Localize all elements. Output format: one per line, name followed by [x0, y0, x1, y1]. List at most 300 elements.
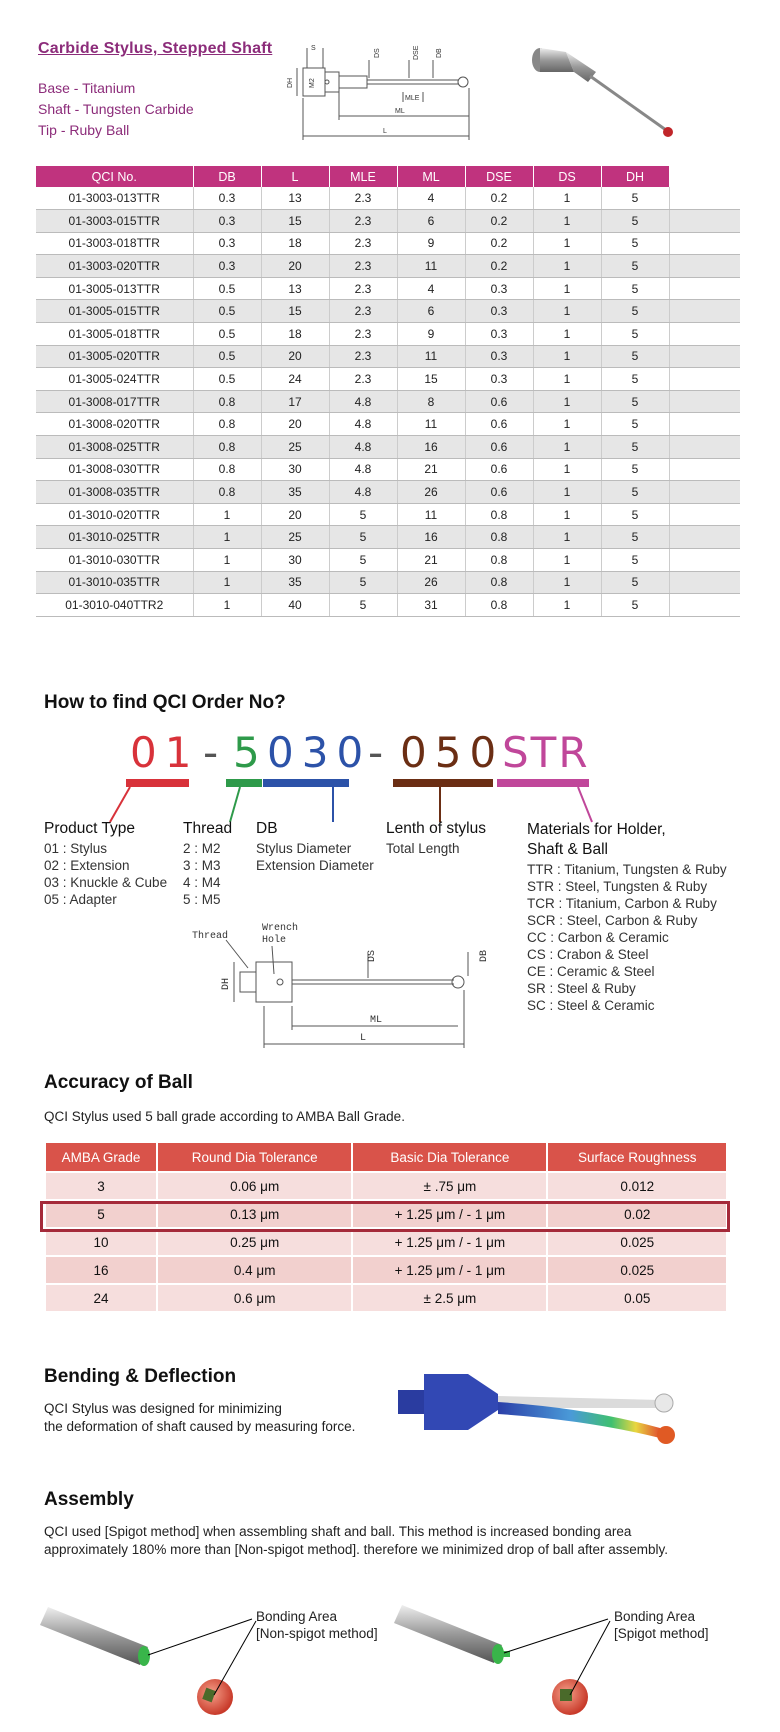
spec-cell-spacer: [669, 458, 740, 481]
spec-cell: 5: [601, 436, 669, 459]
spec-cell-spacer: [669, 187, 740, 210]
thread-item: 3 : M3: [183, 858, 221, 873]
spec-cell: 0.3: [465, 345, 533, 368]
spec-cell-spacer: [669, 300, 740, 323]
amba-cell: + 1.25 μm / - 1 μm: [353, 1257, 546, 1283]
spec-row: [36, 232, 740, 255]
spec-cell: 8: [397, 390, 465, 413]
spec-row: [36, 594, 740, 617]
materials-item: STR : Steel, Tungsten & Ruby: [527, 879, 708, 894]
drawing-label-ds: DS: [374, 48, 381, 58]
spec-cell: 20: [261, 255, 329, 278]
spec-cell: 5: [601, 571, 669, 594]
spec-cell-part-number: 01-3008-030TTR: [36, 458, 193, 481]
product-title: Carbide Stylus, Stepped Shaft: [38, 40, 273, 57]
spec-cell-spacer: [669, 345, 740, 368]
spec-cell: 5: [601, 210, 669, 233]
spec-cell-part-number: 01-3003-020TTR: [36, 255, 193, 278]
spec-cell: 4: [397, 277, 465, 300]
product-type-item: 05 : Adapter: [44, 892, 117, 907]
drawing2-label-ml: ML: [370, 1015, 383, 1026]
grade-highlight: [40, 1201, 730, 1232]
bending-line2: the deformation of shaft caused by measuring force.: [44, 1419, 356, 1434]
spec-cell: 15: [261, 210, 329, 233]
spec-row: [36, 458, 740, 481]
spec-cell: 13: [261, 277, 329, 300]
spec-cell: 16: [397, 436, 465, 459]
spec-cell: 1: [193, 571, 261, 594]
spec-cell: 17: [261, 390, 329, 413]
spec-cell: 5: [601, 413, 669, 436]
spec-cell: 20: [261, 413, 329, 436]
spec-cell: 5: [329, 571, 397, 594]
spec-cell-spacer: [669, 526, 740, 549]
spec-cell: 1: [533, 210, 601, 233]
spec-cell: 2.3: [329, 210, 397, 233]
spec-cell: 0.3: [193, 187, 261, 210]
length-title: Lenth of stylus: [386, 820, 486, 837]
code-sep-2: -: [368, 728, 392, 777]
spec-cell: 1: [193, 526, 261, 549]
spec-cell: 24: [261, 368, 329, 391]
assembly-line1: QCI used [Spigot method] when assembling shaft and ball. This method is increased bonding area: [44, 1524, 632, 1539]
spec-cell: 0.8: [193, 390, 261, 413]
spec-cell: 5: [329, 526, 397, 549]
spec-cell: 1: [533, 481, 601, 504]
amba-cell: ± 2.5 μm: [353, 1285, 546, 1311]
drawing-label-dh: DH: [287, 77, 294, 88]
spec-cell-part-number: 01-3005-020TTR: [36, 345, 193, 368]
spec-cell: 26: [397, 481, 465, 504]
spec-cell-part-number: 01-3008-035TTR: [36, 481, 193, 504]
spec-row: [36, 345, 740, 368]
spec-cell-part-number: 01-3003-013TTR: [36, 187, 193, 210]
amba-row: [46, 1285, 726, 1311]
amba-row: [46, 1173, 726, 1199]
spec-row: [36, 210, 740, 233]
spec-cell-part-number: 01-3010-020TTR: [36, 503, 193, 526]
spec-row: [36, 255, 740, 278]
spec-cell: 11: [397, 413, 465, 436]
spec-cell: 1: [193, 594, 261, 617]
spec-row: [36, 549, 740, 572]
spec-cell: 5: [601, 300, 669, 323]
drawing2-label-thread: Thread: [192, 931, 229, 942]
spec-cell: 1: [533, 300, 601, 323]
spec-cell-spacer: [669, 277, 740, 300]
spec-cell: 15: [261, 300, 329, 323]
spec-cell: 5: [601, 390, 669, 413]
spec-cell: 1: [533, 436, 601, 459]
spec-cell: 30: [261, 458, 329, 481]
spec-cell-part-number: 01-3010-030TTR: [36, 549, 193, 572]
materials-title-line2: Shaft & Ball: [527, 841, 608, 858]
spec-cell: 4: [397, 187, 465, 210]
bending-heading: Bending & Deflection: [44, 1366, 237, 1387]
materials-item: CE : Ceramic & Steel: [527, 964, 655, 979]
spec-row: [36, 368, 740, 391]
spec-cell-part-number: 01-3010-035TTR: [36, 571, 193, 594]
spec-cell-spacer: [669, 210, 740, 233]
spec-cell-spacer: [669, 413, 740, 436]
spec-cell: 0.3: [465, 323, 533, 346]
spec-cell: 5: [329, 594, 397, 617]
code-part-product: 01: [130, 728, 200, 777]
amba-cell: 0.012: [548, 1173, 726, 1199]
spec-cell-spacer: [669, 571, 740, 594]
spec-cell: 0.6: [465, 436, 533, 459]
thread-list: [183, 840, 221, 908]
spec-cell-spacer: [669, 368, 740, 391]
spec-cell: 20: [261, 503, 329, 526]
amba-row: [46, 1229, 726, 1255]
spec-cell: 0.5: [193, 300, 261, 323]
spec-col-header: L: [261, 166, 329, 187]
drawing2-label-l: L: [360, 1033, 367, 1044]
amba-cell: + 1.25 μm / - 1 μm: [353, 1201, 546, 1227]
spec-row: [36, 413, 740, 436]
db-item: Stylus Diameter: [256, 841, 352, 856]
code-part-length: 050: [400, 728, 505, 777]
spec-cell: 2.3: [329, 232, 397, 255]
order-dimension-drawing: [190, 918, 500, 1053]
drawing-label-s: S: [311, 45, 316, 52]
spec-cell: 0.5: [193, 345, 261, 368]
spigot-label-line1: Bonding Area: [614, 1609, 696, 1624]
spec-cell-part-number: 01-3003-018TTR: [36, 232, 193, 255]
spec-cell-part-number: 01-3008-025TTR: [36, 436, 193, 459]
spec-cell: 1: [533, 549, 601, 572]
assembly-line2: approximately 180% more than [Non-spigot method]. therefore we minimized drop of ball after assembly.: [44, 1542, 669, 1557]
db-title: DB: [256, 820, 278, 837]
spec-cell-part-number: 01-3005-018TTR: [36, 323, 193, 346]
thread-item: 5 : M5: [183, 892, 221, 907]
spec-cell: 1: [533, 277, 601, 300]
spec-cell: 0.3: [193, 232, 261, 255]
spec-col-header: ML: [397, 166, 465, 187]
drawing2-label-ds: DS: [367, 949, 378, 962]
spec-cell: 2.3: [329, 300, 397, 323]
spec-cell: 0.3: [193, 255, 261, 278]
spec-cell: 6: [397, 210, 465, 233]
drawing-label-mle: MLE: [405, 95, 420, 102]
amba-cell: 0.05: [548, 1285, 726, 1311]
nonspigot-label-line2: [Non-spigot method]: [256, 1626, 378, 1641]
spec-cell: 0.6: [465, 481, 533, 504]
spec-cell: 0.3: [193, 210, 261, 233]
spec-cell: 18: [261, 323, 329, 346]
spec-cell: 0.8: [465, 571, 533, 594]
spec-cell: 15: [397, 368, 465, 391]
amba-col-header: Round Dia Tolerance: [158, 1143, 351, 1171]
spec-cell: 25: [261, 526, 329, 549]
nonspigot-label-line1: Bonding Area: [256, 1609, 338, 1624]
amba-cell: 0.13 μm: [158, 1201, 351, 1227]
spec-cell-part-number: 01-3010-040TTR2: [36, 594, 193, 617]
spec-cell: 0.2: [465, 232, 533, 255]
spec-cell-part-number: 01-3010-025TTR: [36, 526, 193, 549]
spec-row: [36, 277, 740, 300]
spec-cell: 35: [261, 481, 329, 504]
product-type-item: 03 : Knuckle & Cube: [44, 875, 168, 890]
spec-row: [36, 436, 740, 459]
deflection-illustration: [398, 1358, 688, 1458]
spec-cell: 1: [533, 503, 601, 526]
spec-cell-part-number: 01-3005-015TTR: [36, 300, 193, 323]
amba-cell: + 1.25 μm / - 1 μm: [353, 1229, 546, 1255]
spec-cell: 0.5: [193, 277, 261, 300]
amba-cell: 3: [46, 1173, 156, 1199]
assembly-illustration: [40, 1585, 740, 1725]
spec-cell: 1: [193, 503, 261, 526]
bending-text: [44, 1400, 355, 1436]
spec-cell: 4.8: [329, 413, 397, 436]
spec-cell-spacer: [669, 503, 740, 526]
spec-cell: 6: [397, 300, 465, 323]
spec-cell: 1: [533, 413, 601, 436]
spec-cell: 1: [533, 368, 601, 391]
spec-cell: 5: [329, 549, 397, 572]
accuracy-intro: QCI Stylus used 5 ball grade according to AMBA Ball Grade.: [44, 1109, 405, 1124]
materials-item: SCR : Steel, Carbon & Ruby: [527, 913, 698, 928]
spec-cell: 4.8: [329, 481, 397, 504]
drawing-label-db: DB: [436, 48, 443, 58]
spec-cell: 1: [533, 323, 601, 346]
spec-cell: 5: [601, 277, 669, 300]
spec-cell: 5: [601, 368, 669, 391]
spec-table: [36, 166, 740, 617]
amba-cell: 0.06 μm: [158, 1173, 351, 1199]
amba-cell: 0.25 μm: [158, 1229, 351, 1255]
amba-table-body: [46, 1173, 726, 1311]
spec-cell: 0.2: [465, 187, 533, 210]
spec-cell: 0.8: [193, 458, 261, 481]
drawing2-label-dh: DH: [221, 977, 232, 990]
spec-cell: 1: [193, 549, 261, 572]
spec-cell: 0.8: [465, 594, 533, 617]
spec-row: [36, 526, 740, 549]
spec-cell: 21: [397, 458, 465, 481]
spec-cell: 5: [601, 594, 669, 617]
materials-item: SC : Steel & Ceramic: [527, 998, 655, 1013]
code-part-db: 030: [267, 728, 372, 777]
spec-cell: 31: [397, 594, 465, 617]
spigot-label-line2: [Spigot method]: [614, 1626, 709, 1641]
spec-cell-spacer: [669, 255, 740, 278]
spec-row: [36, 481, 740, 504]
amba-cell: 0.6 μm: [158, 1285, 351, 1311]
spec-cell: 1: [533, 594, 601, 617]
spec-cell: 13: [261, 187, 329, 210]
amba-cell: 0.025: [548, 1257, 726, 1283]
spec-cell: 1: [533, 345, 601, 368]
materials-item: CS : Crabon & Steel: [527, 947, 649, 962]
spec-cell: 5: [601, 232, 669, 255]
spec-col-header: DSE: [465, 166, 533, 187]
spec-row: [36, 300, 740, 323]
amba-col-header: Surface Roughness: [548, 1143, 726, 1171]
amba-cell: 10: [46, 1229, 156, 1255]
code-sep-1: -: [203, 728, 227, 777]
spec-cell: 1: [533, 255, 601, 278]
spec-cell: 1: [533, 458, 601, 481]
spec-cell-spacer: [669, 481, 740, 504]
spec-cell: 4.8: [329, 390, 397, 413]
spec-cell: 5: [329, 503, 397, 526]
product-type-list: [44, 840, 167, 908]
spec-cell: 5: [601, 187, 669, 210]
spec-cell-part-number: 01-3005-013TTR: [36, 277, 193, 300]
spec-cell: 30: [261, 549, 329, 572]
spec-cell: 0.2: [465, 255, 533, 278]
materials-title: [527, 820, 666, 860]
spec-cell: 0.5: [193, 323, 261, 346]
spec-cell: 4.8: [329, 458, 397, 481]
spec-cell: 0.6: [465, 390, 533, 413]
spec-cell-spacer: [669, 594, 740, 617]
nonspigot-label: [256, 1608, 378, 1642]
spec-cell: 11: [397, 503, 465, 526]
spec-cell: 26: [397, 571, 465, 594]
materials-item: CC : Carbon & Ceramic: [527, 930, 669, 945]
spec-cell: 1: [533, 232, 601, 255]
spec-cell: 5: [601, 481, 669, 504]
spec-cell: 2.3: [329, 187, 397, 210]
spec-cell: 0.8: [193, 481, 261, 504]
spec-cell: 2.3: [329, 323, 397, 346]
product-type-title: Product Type: [44, 820, 136, 837]
drawing2-label-db: DB: [479, 949, 490, 962]
amba-table-header: [46, 1143, 726, 1171]
stylus-dimension-drawing: [283, 42, 498, 154]
bending-line1: QCI Stylus was designed for minimizing: [44, 1401, 282, 1416]
spec-col-spacer: [669, 166, 740, 187]
thread-item: 4 : M4: [183, 875, 221, 890]
drawing-label-m2: M2: [309, 78, 316, 88]
spec-cell: 0.6: [465, 458, 533, 481]
drawing2-label-hole: Hole: [262, 935, 287, 946]
materials-list: [527, 861, 727, 1014]
spec-cell: 1: [533, 526, 601, 549]
spec-cell-spacer: [669, 323, 740, 346]
materials-item: TCR : Titanium, Carbon & Ruby: [527, 896, 717, 911]
thread-title: Thread: [183, 820, 233, 837]
amba-col-header: AMBA Grade: [46, 1143, 156, 1171]
spec-row: [36, 323, 740, 346]
spec-col-header: DH: [601, 166, 669, 187]
spec-cell: 2.3: [329, 345, 397, 368]
materials-item: SR : Steel & Ruby: [527, 981, 636, 996]
spec-cell: 21: [397, 549, 465, 572]
amba-cell: 0.02: [548, 1201, 726, 1227]
spec-cell: 0.8: [193, 436, 261, 459]
spec-cell: 25: [261, 436, 329, 459]
spec-cell: 0.3: [465, 277, 533, 300]
spec-cell: 1: [533, 187, 601, 210]
spec-row: [36, 390, 740, 413]
drawing-label-l: L: [383, 128, 387, 135]
assembly-text: [44, 1523, 668, 1559]
spec-cell: 5: [601, 255, 669, 278]
spec-cell: 0.8: [193, 413, 261, 436]
amba-cell: 24: [46, 1285, 156, 1311]
length-item: Total Length: [386, 841, 460, 856]
spec-cell: 5: [601, 526, 669, 549]
materials-title-line1: Materials for Holder,: [527, 821, 666, 838]
amba-cell: ± .75 μm: [353, 1173, 546, 1199]
code-part-material: STR: [502, 728, 590, 777]
spec-cell: 4.8: [329, 436, 397, 459]
product-type-item: 02 : Extension: [44, 858, 130, 873]
spec-cell-spacer: [669, 390, 740, 413]
spec-cell-part-number: 01-3008-017TTR: [36, 390, 193, 413]
spec-cell: 5: [601, 323, 669, 346]
spec-cell: 2.3: [329, 255, 397, 278]
spec-cell: 35: [261, 571, 329, 594]
spec-cell: 0.3: [465, 300, 533, 323]
spec-cell: 11: [397, 345, 465, 368]
spec-cell-spacer: [669, 549, 740, 572]
materials-item: TTR : Titanium, Tungsten & Ruby: [527, 862, 727, 877]
spec-cell: 0.8: [465, 503, 533, 526]
amba-cell: 16: [46, 1257, 156, 1283]
code-part-thread: 5: [233, 728, 268, 777]
spec-cell: 0.6: [465, 413, 533, 436]
order-heading: How to find QCI Order No?: [44, 692, 286, 713]
spigot-label: [614, 1608, 709, 1642]
spec-cell-part-number: 01-3008-020TTR: [36, 413, 193, 436]
db-list: [256, 840, 374, 874]
spec-cell: 0.2: [465, 210, 533, 233]
spec-table-body: [36, 187, 740, 616]
spec-table-header: [36, 166, 740, 187]
spec-cell: 0.8: [465, 549, 533, 572]
drawing-label-ml: ML: [395, 108, 405, 115]
spec-cell-spacer: [669, 232, 740, 255]
spec-cell: 16: [397, 526, 465, 549]
amba-cell: 0.025: [548, 1229, 726, 1255]
amba-row: [46, 1257, 726, 1283]
spec-col-header: DB: [193, 166, 261, 187]
spec-cell: 20: [261, 345, 329, 368]
material-base: Base - Titanium: [38, 80, 136, 96]
assembly-heading: Assembly: [44, 1489, 134, 1510]
spec-cell-part-number: 01-3003-015TTR: [36, 210, 193, 233]
spec-col-header: DS: [533, 166, 601, 187]
db-item: Extension Diameter: [256, 858, 374, 873]
spec-cell-part-number: 01-3005-024TTR: [36, 368, 193, 391]
spec-cell: 40: [261, 594, 329, 617]
drawing-label-dse: DSE: [413, 45, 420, 60]
spec-cell: 0.3: [465, 368, 533, 391]
spec-cell: 5: [601, 458, 669, 481]
spec-cell: 1: [533, 390, 601, 413]
spec-cell: 0.5: [193, 368, 261, 391]
amba-cell: 0.4 μm: [158, 1257, 351, 1283]
drawing2-label-wrench: Wrench: [262, 923, 299, 934]
length-list: [386, 840, 460, 857]
stylus-illustration: [526, 42, 696, 144]
spec-cell: 0.8: [465, 526, 533, 549]
spec-cell: 18: [261, 232, 329, 255]
spec-cell: 11: [397, 255, 465, 278]
spec-cell: 5: [601, 549, 669, 572]
spec-row: [36, 503, 740, 526]
thread-item: 2 : M2: [183, 841, 221, 856]
amba-cell: 5: [46, 1201, 156, 1227]
spec-cell: 5: [601, 345, 669, 368]
spec-cell-spacer: [669, 436, 740, 459]
